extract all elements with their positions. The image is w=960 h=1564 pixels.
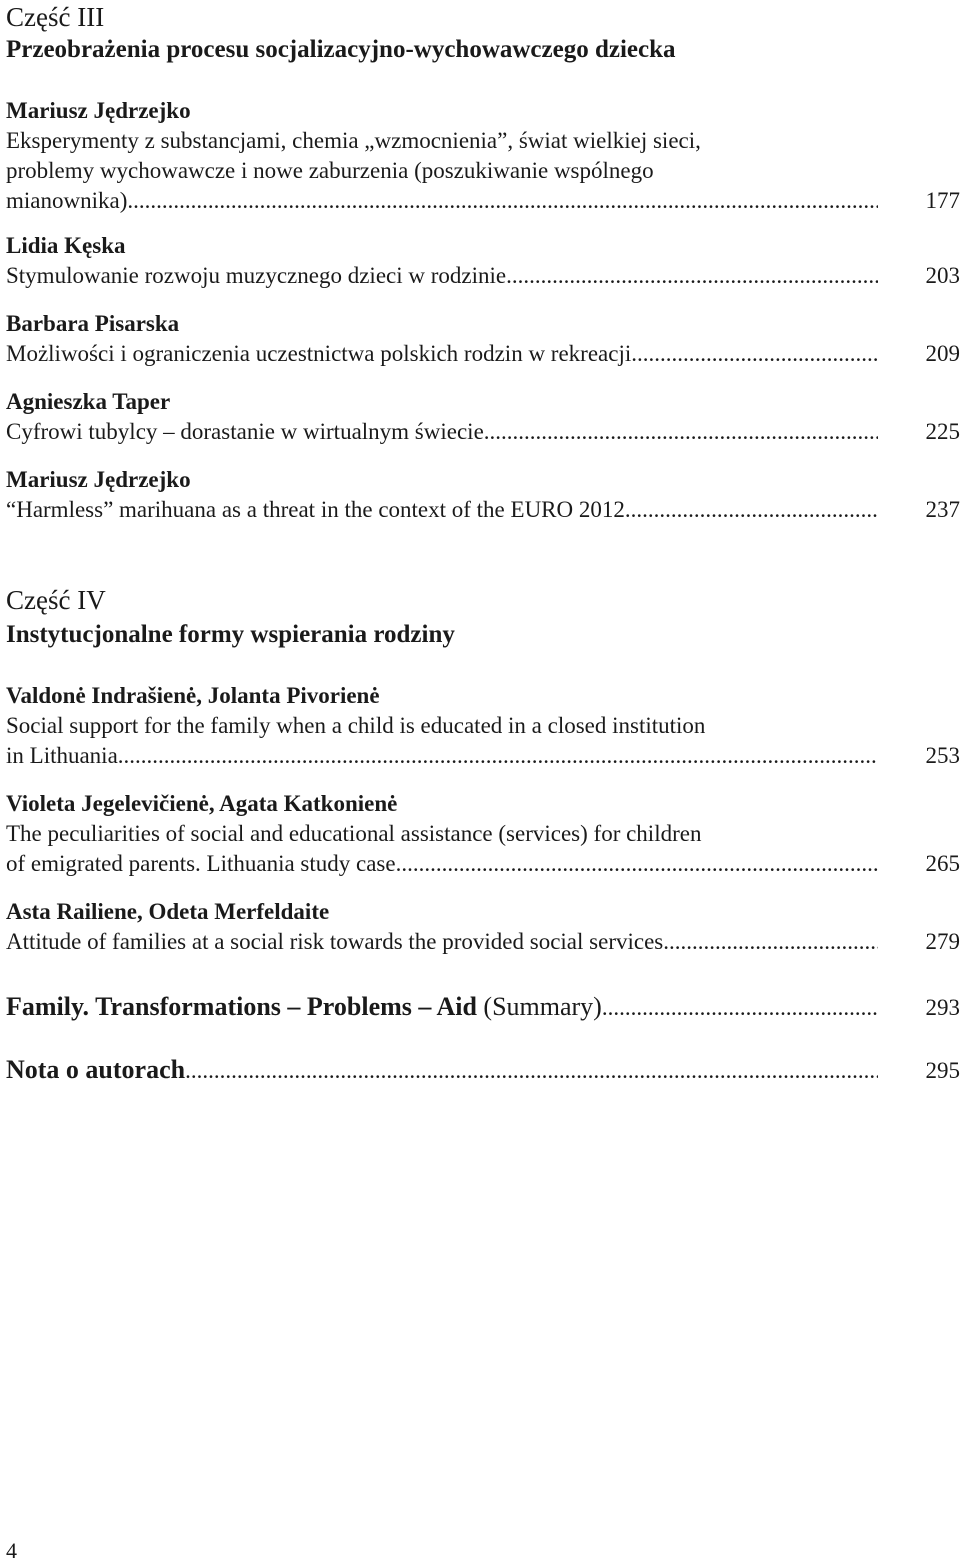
- dot-leader: [185, 1056, 878, 1086]
- toc-entry: [6, 96, 960, 216]
- dot-leader: [506, 261, 878, 291]
- entry-title-line: Eksperymenty z substancjami, chemia „wzmocnienia”, świat wielkiej sieci,: [6, 128, 701, 153]
- entry-title-last-line: Możliwości i ograniczenia uczestnictwa polskich rodzin w rekreacji: [6, 341, 632, 366]
- entry-title-last-line: Attitude of families at a social risk towards the provided social services: [6, 929, 664, 954]
- toc-entry-summary: [6, 992, 960, 1023]
- toc-entry: [6, 309, 960, 369]
- part-4-heading: [6, 583, 960, 653]
- toc-entry: [6, 681, 960, 771]
- toc-entry: [6, 897, 960, 957]
- entry-title-with-page: [6, 741, 960, 771]
- toc-page: [6, 0, 960, 1561]
- entry-author: Barbara Pisarska: [6, 311, 180, 336]
- entry-title-last-line: Cyfrowi tubylcy – dorastanie w wirtualnym świecie: [6, 419, 484, 444]
- entry-author: Violeta Jegelevičienė, Agata Katkonienė: [6, 791, 398, 816]
- notes-title: Nota o autorach: [6, 1055, 186, 1084]
- entry-title-last-line: Stymulowanie rozwoju muzycznego dzieci w rodzinie: [6, 263, 507, 288]
- entry-title-line: problemy wychowawcze i nowe zaburzenia (poszukiwanie wspólnego: [6, 158, 654, 183]
- page-number: 4: [6, 1538, 17, 1563]
- part-3-label: Część III: [6, 2, 105, 32]
- toc-entry-notes: [6, 1055, 960, 1086]
- toc-entry: [6, 231, 960, 291]
- dot-leader: [484, 417, 878, 447]
- entry-author: Agnieszka Taper: [6, 389, 171, 414]
- entry-title-with-page: [6, 992, 960, 1023]
- entry-author: Mariusz Jędrzejko: [6, 467, 191, 492]
- summary-title: [6, 992, 602, 1022]
- part-4-title: Instytucjonalne formy wspierania rodziny: [6, 621, 455, 648]
- entry-page-number: 225: [925, 419, 960, 444]
- part-3-heading: [6, 0, 960, 66]
- entry-page-number: 279: [925, 929, 960, 954]
- entry-title-last-line: “Harmless” marihuana as a threat in the context of the EURO 2012: [6, 497, 625, 522]
- entry-page-number: 203: [925, 263, 960, 288]
- entry-page-number: 209: [925, 341, 960, 366]
- entry-title-last-line: mianownika): [6, 188, 128, 213]
- dot-leader: [631, 339, 878, 369]
- dot-leader: [663, 927, 878, 957]
- entry-author: Mariusz Jędrzejko: [6, 98, 191, 123]
- entry-page-number: 293: [925, 995, 960, 1020]
- summary-title-bold: Family. Transformations – Problems – Aid: [6, 992, 477, 1021]
- entry-title-last-line: in Lithuania: [6, 743, 118, 768]
- dot-leader: [602, 993, 878, 1023]
- entry-title-with-page: [6, 339, 960, 369]
- entry-title-line: Social support for the family when a child is educated in a closed institution: [6, 713, 706, 738]
- toc-entry: [6, 465, 960, 525]
- entry-title-with-page: [6, 849, 960, 879]
- dot-leader: [118, 741, 878, 771]
- entry-page-number: 253: [925, 743, 960, 768]
- entry-title-with-page: [6, 261, 960, 291]
- entry-author: Lidia Kęska: [6, 233, 126, 258]
- entry-page-number: 295: [925, 1058, 960, 1083]
- toc-entry: [6, 789, 960, 879]
- part-3-title: Przeobrażenia procesu socjalizacyjno-wychowawczego dziecka: [6, 36, 676, 63]
- entry-page-number: 177: [925, 188, 960, 213]
- entry-page-number: 265: [925, 851, 960, 876]
- entry-author: Asta Railiene, Odeta Merfeldaite: [6, 899, 330, 924]
- entry-page-number: 237: [925, 497, 960, 522]
- entry-title-with-page: [6, 186, 960, 216]
- toc-entry: [6, 387, 960, 447]
- entry-title-with-page: [6, 1055, 960, 1086]
- dot-leader: [396, 849, 878, 879]
- entry-title-with-page: [6, 417, 960, 447]
- dot-leader: [625, 495, 878, 525]
- entry-title-with-page: [6, 495, 960, 525]
- entry-title-line: The peculiarities of social and educational assistance (services) for children: [6, 821, 702, 846]
- entry-title-last-line: of emigrated parents. Lithuania study case: [6, 851, 396, 876]
- dot-leader: [127, 186, 878, 216]
- part-4-label: Część IV: [6, 585, 106, 615]
- summary-title-normal: (Summary): [476, 992, 602, 1021]
- entry-author: Valdonė Indrašienė, Jolanta Pivorienė: [6, 683, 380, 708]
- entry-title-with-page: [6, 927, 960, 957]
